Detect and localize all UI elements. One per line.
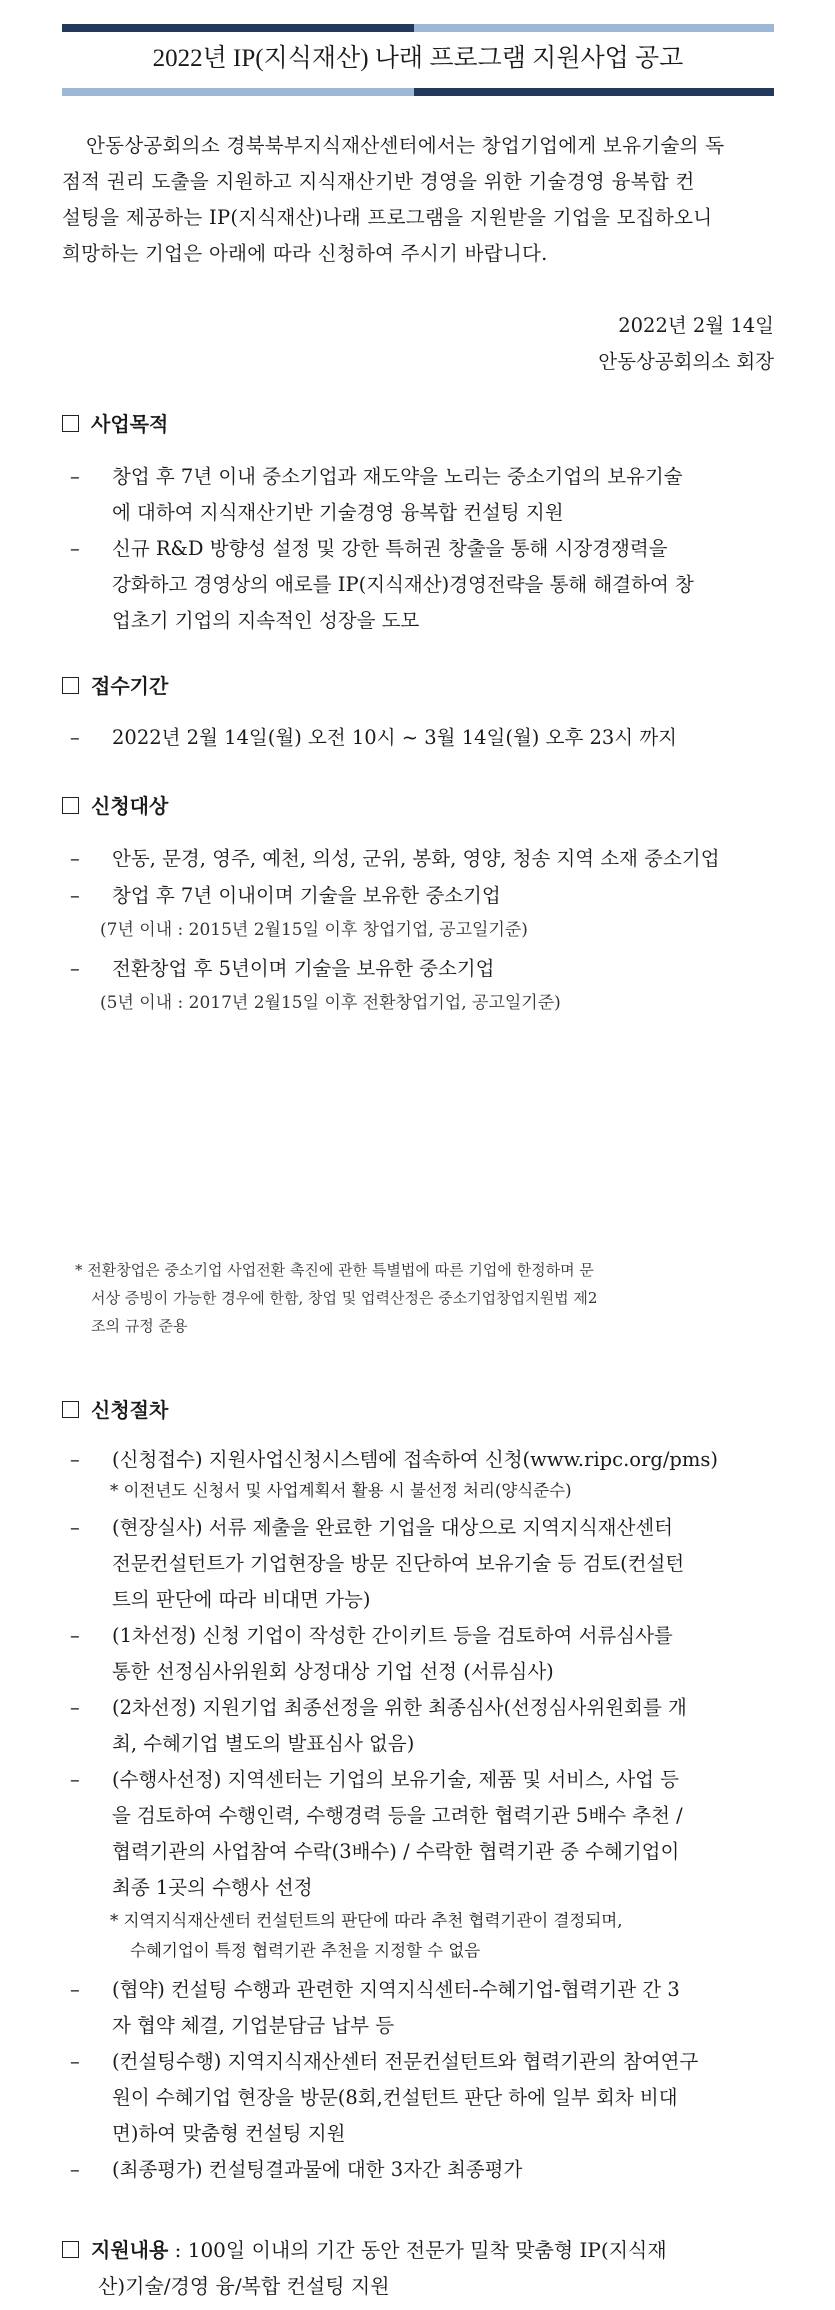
item-text: 2022년 2월 14일(월) 오전 10시 ~ 3월 14일(월) 오후 23시 까지 [112, 726, 678, 749]
item-text: 면)하여 맞춤형 컨설팅 지원 [112, 2122, 346, 2145]
dash-bullet: – [70, 847, 80, 870]
checkbox-square-icon [62, 2241, 79, 2258]
item-text: (신청접수) 지원사업신청시스템에 접속하여 신청(www.ripc.org/pms) [112, 1448, 718, 1471]
note-line: * 지역지식재산센터 컨설턴트의 판단에 따라 추천 협력기관이 결정되며, [110, 1911, 623, 1930]
support-text: 산)기술/경영 융/복합 컨설팅 지원 [98, 2274, 390, 2298]
item-text: 업초기 기업의 지속적인 성장을 도모 [112, 609, 420, 632]
target-item-2-note: (7년 이내 : 2015년 2월15일 이후 창업기업, 공고일기준) [100, 920, 528, 940]
target-item-3 [70, 951, 770, 987]
item-text: (수행사선정) 지역센터는 기업의 보유기술, 제품 및 서비스, 사업 등 [112, 1768, 679, 1791]
dash-bullet: – [70, 726, 80, 749]
footnote-line: 서상 증빙이 가능한 경우에 한함, 창업 및 업력산정은 중소기업창업지원법 제2 [91, 1289, 598, 1307]
item-text: 강화하고 경영상의 애로를 IP(지식재산)경영전략을 통해 해결하여 창 [112, 573, 694, 596]
dash-bullet: – [70, 1978, 80, 2001]
section-title: 신청절차 [91, 1398, 169, 1422]
footnote-line: 조의 규정 준용 [91, 1317, 188, 1335]
item-text: 전환창업 후 5년이며 기술을 보유한 중소기업 [112, 957, 495, 980]
item-text: 자 협약 체결, 기업분담금 납부 등 [112, 2014, 395, 2037]
item-text: 신규 R&D 방향성 설정 및 강한 특허권 창출을 통해 시장경쟁력을 [112, 537, 668, 560]
target-item-1 [70, 841, 770, 877]
purpose-item-1 [70, 459, 770, 531]
procedure-step-1 [70, 1442, 770, 1478]
item-text: 을 검토하여 수행인력, 수행경력 등을 고려한 협력기관 5배수 추천 / [112, 1804, 683, 1827]
procedure-step-7 [70, 2044, 770, 2152]
support-label: 지원내용 [91, 2238, 169, 2262]
intro-line: 안동상공회의소 경북북부지식재산센터에서는 창업기업에게 보유기술의 독 [86, 134, 725, 157]
item-text: 통한 선정심사위원회 상정대상 기업 선정 (서류심사) [112, 1660, 554, 1683]
item-text: 트의 판단에 따라 비대면 가능) [112, 1588, 371, 1611]
dash-bullet: – [70, 2158, 80, 2181]
dash-bullet: – [70, 465, 80, 488]
dash-bullet: – [70, 1768, 80, 1791]
procedure-step-8 [70, 2152, 770, 2188]
item-text: (협약) 컨설팅 수행과 관련한 지역지식센터-수혜기업-협력기관 간 3 [112, 1978, 680, 2001]
date-signature [62, 308, 774, 380]
procedure-step-2 [70, 1510, 770, 1618]
dash-bullet: – [70, 957, 80, 980]
header-bottom-bar [62, 88, 774, 96]
item-text: (최종평가) 컨설팅결과물에 대한 3자간 최종평가 [112, 2158, 523, 2181]
procedure-step-6 [70, 1972, 770, 2044]
checkbox-square-icon [62, 677, 79, 694]
intro-paragraph [62, 128, 774, 272]
section-purpose-heading [62, 408, 774, 440]
procedure-step-3 [70, 1618, 770, 1690]
item-text: 창업 후 7년 이내이며 기술을 보유한 중소기업 [112, 884, 501, 907]
purpose-item-2 [70, 531, 770, 639]
item-text: 협력기관의 사업참여 수락(3배수) / 수락한 협력기관 중 수혜기업이 [112, 1840, 680, 1863]
dash-bullet: – [70, 537, 80, 560]
section-target-heading [62, 790, 774, 822]
footnote-line: * 전환창업은 중소기업 사업전환 촉진에 관한 특별법에 따른 기업에 한정하며 문 [75, 1261, 594, 1279]
dash-bullet: – [70, 1696, 80, 1719]
period-item [70, 720, 770, 756]
item-text: 창업 후 7년 이내 중소기업과 재도약을 노리는 중소기업의 보유기술 [112, 465, 683, 488]
procedure-step-1-note [110, 1476, 780, 1506]
item-text: 안동, 문경, 영주, 예천, 의성, 군위, 봉화, 영양, 청송 지역 소재 중소기업 [112, 847, 720, 870]
procedure-step-5-note [110, 1906, 780, 1966]
item-text: 최, 수혜기업 별도의 발표심사 없음) [112, 1732, 415, 1755]
notice-header [62, 24, 774, 96]
note-line: 수혜기업이 특정 협력기관 추천을 지정할 수 없음 [130, 1941, 481, 1960]
item-text: (현장실사) 서류 제출을 완료한 기업을 대상으로 지역지식재산센터 [112, 1516, 674, 1539]
section-procedure-heading [62, 1394, 774, 1426]
intro-line: 희망하는 기업은 아래에 따라 신청하여 주시기 바랍니다. [62, 242, 548, 265]
dash-bullet: – [70, 1516, 80, 1539]
dash-bullet: – [70, 1448, 80, 1471]
item-text: 전문컨설턴트가 기업현장을 방문 진단하여 보유기술 등 검토(컨설턴 [112, 1552, 685, 1575]
dash-bullet: – [70, 884, 80, 907]
support-text: : 100일 이내의 기간 동안 전문가 밀착 맞춤형 IP(지식재 [168, 2238, 667, 2262]
procedure-step-4 [70, 1690, 770, 1762]
item-text: (2차선정) 지원기업 최종선정을 위한 최종심사(선정심사위원회를 개 [112, 1696, 687, 1719]
item-text: (1차선정) 신청 기업이 작성한 간이키트 등을 검토하여 서류심사를 [112, 1624, 673, 1647]
section-title: 접수기간 [91, 674, 169, 698]
item-text: 에 대하여 지식재산기반 기술경영 융복합 컨설팅 지원 [112, 501, 564, 524]
section-title: 사업목적 [91, 412, 169, 436]
procedure-step-5 [70, 1762, 770, 1906]
target-item-2 [70, 878, 770, 914]
checkbox-square-icon [62, 1401, 79, 1418]
item-text: 원이 수혜기업 현장을 방문(8회,컨설턴트 판단 하에 일부 회차 비대 [112, 2086, 678, 2109]
section-title: 신청대상 [91, 794, 169, 818]
support-content [62, 2232, 774, 2304]
item-text: (컨설팅수행) 지역지식재산센터 전문컨설턴트와 협력기관의 참여연구 [112, 2050, 699, 2073]
intro-line: 설팅을 제공하는 IP(지식재산)나래 프로그램을 지원받을 기업을 모집하오니 [62, 206, 713, 229]
section-period-heading [62, 670, 774, 702]
notice-signer: 안동상공회의소 회장 [598, 350, 774, 373]
note-line: * 이전년도 신청서 및 사업계획서 활용 시 불선정 처리(양식준수) [110, 1481, 572, 1500]
checkbox-square-icon [62, 415, 79, 432]
checkbox-square-icon [62, 797, 79, 814]
dash-bullet: – [70, 1624, 80, 1647]
intro-line: 점적 권리 도출을 지원하고 지식재산기반 경영을 위한 기술경영 융복합 컨 [62, 170, 695, 193]
dash-bullet: – [70, 2050, 80, 2073]
notice-date: 2022년 2월 14일 [618, 314, 774, 337]
page-title: 2022년 IP(지식재산) 나래 프로그램 지원사업 공고 [152, 45, 684, 72]
target-footnote [75, 1256, 780, 1340]
item-text: 최종 1곳의 수행사 선정 [112, 1876, 313, 1899]
header-top-bar [62, 24, 774, 32]
target-item-3-note: (5년 이내 : 2017년 2월15일 이후 전환창업기업, 공고일기준) [100, 993, 561, 1013]
